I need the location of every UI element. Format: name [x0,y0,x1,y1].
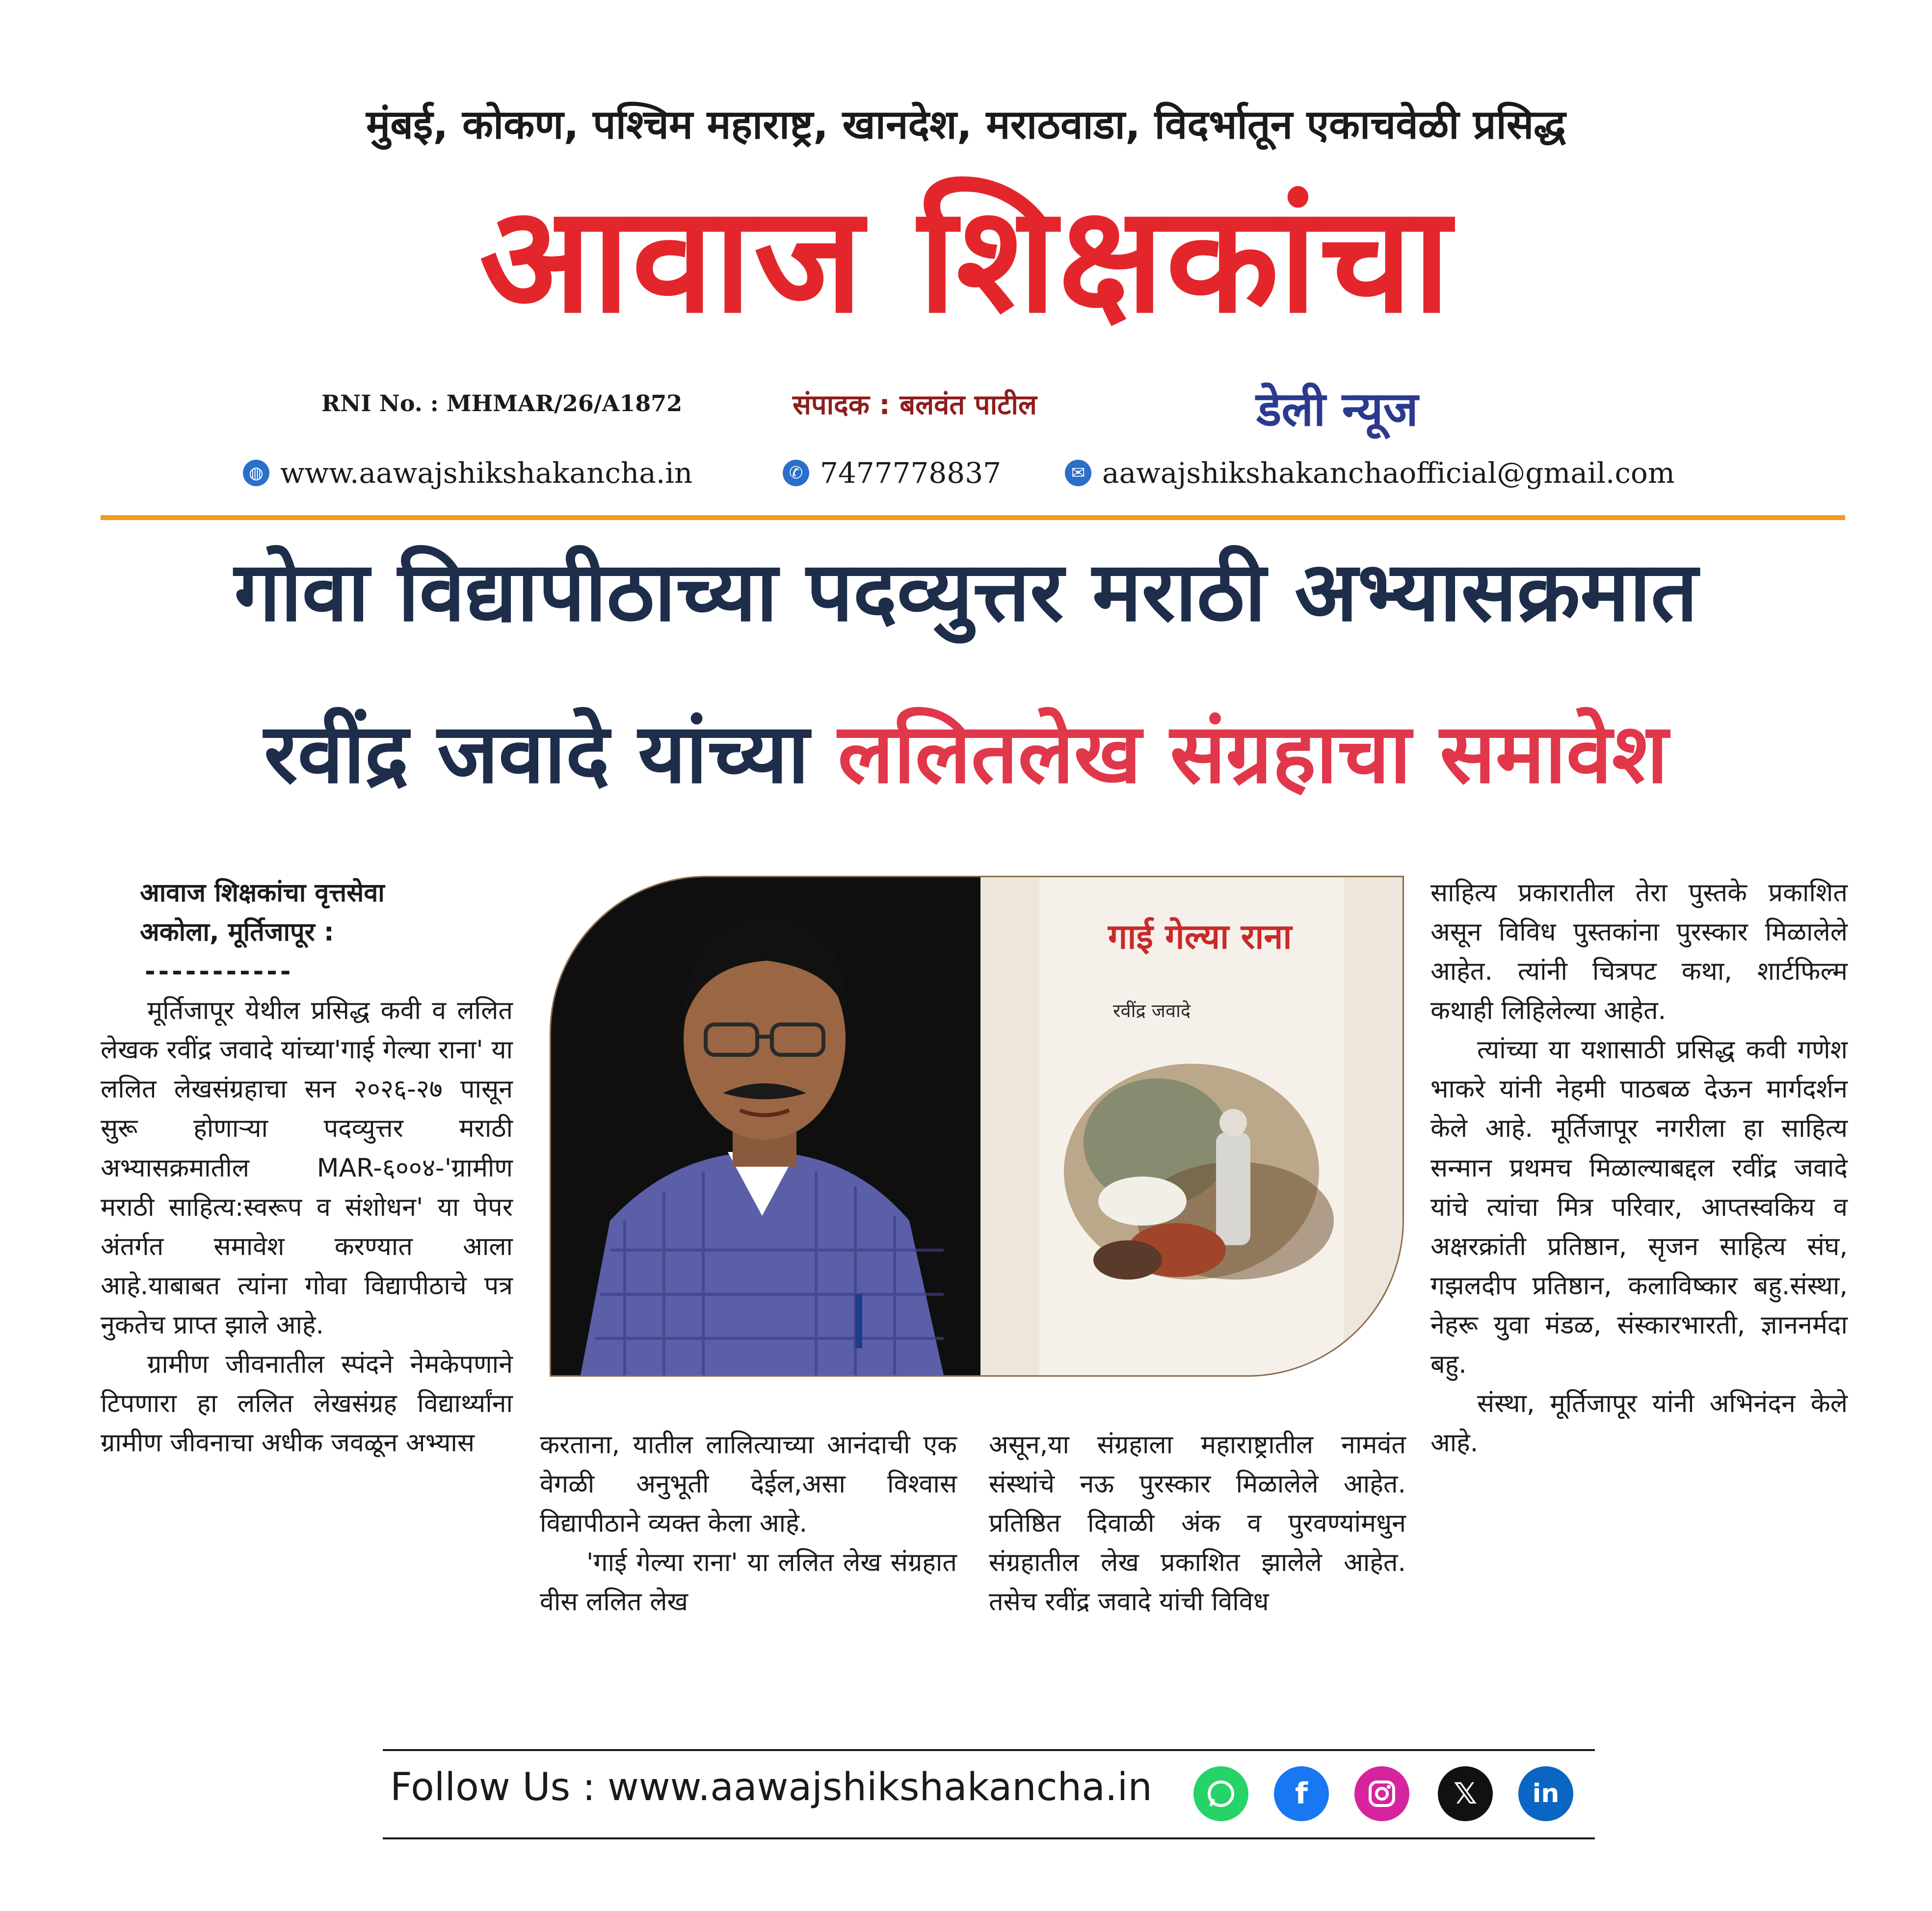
phone-icon: ✆ [783,460,809,486]
paragraph: 'गाई गेल्या राना' या ललित लेख संग्रहात वीस ललित लेख [540,1548,957,1617]
paragraph: करताना, यातील लालित्याच्या आनंदाची एक वेगळी अनुभूती देईल,असा विश्वास विद्यापीठाने व्यक्त केला आहे. [540,1430,957,1539]
whatsapp-icon[interactable] [1193,1766,1248,1821]
byline-agency: आवाज शिक्षकांचा वृत्तसेवा [140,878,385,908]
paragraph: त्यांच्या या यशासाठी प्रसिद्ध कवी गणेश भाकरे यांनी नेहमी पाठबळ देऊन मार्गदर्शन केले आहे. मूर्तिजापूर नगरीला हा साहित्य सन्मान प्रथमच मिळाल्याबद्दल रवींद्र जवादे यांचे त्यांचा मित्र परिवार, आप्तस्वकिय व अक्षरक्रांती प्रतिष्ठान, सृजन साहित्य संघ, गझलदीप प्रतिष्ठान, कलाविष्कार बहु.संस्था, नेहरू युवा मंडळ, संस्कारभारती, ज्ञाननर्मदा बहु. [1430,1035,1848,1379]
book-cover [980,877,1403,1375]
footer-divider-top [383,1749,1595,1751]
globe-icon: ◍ [243,460,269,486]
facebook-icon[interactable]: f [1274,1766,1329,1821]
email-contact[interactable] [1065,456,1675,490]
article-column-3 [989,1425,1406,1622]
book-title: गाई गेल्या राना [1108,916,1292,957]
paragraph: संस्था, मूर्तिजापूर यांनी अभिनंदन केले आहे. [1430,1389,1848,1458]
editor-credit: संपादक : बलवंत पाटील [793,389,1037,421]
byline-dashes: ----------- [145,957,294,987]
follow-us-text[interactable]: Follow Us : www.aawajshikshakancha.in [390,1765,1152,1809]
author-portrait [551,877,980,1375]
headline-line-2-accent: ललितलेख संग्रहाचा समावेश [838,706,1668,802]
phone-contact[interactable] [783,456,1001,490]
masthead-title: आवाज शिक्षकांचा [479,174,1453,345]
footer-divider-bottom [383,1837,1595,1839]
paragraph: मूर्तिजापूर येथील प्रसिद्ध कवी व ललित लेखक रवींद्र जवादे यांच्या'गाई गेल्या राना' या ललित लेखसंग्रहाचा सन २०२६-२७ पासून सुरू होणाऱ्या पदव्युत्तर मराठी अभ्यासक्रमातील MAR-६००४-'ग्रामीण मराठी साहित्य:स्वरूप व संशोधन' या पेपर अंतर्गत समावेश करण्यात आला आहे.याबाबत त्यांना गोवा विद्यापीठाचे पत्र नुकतेच प्राप्त झाले आहे. [101,996,513,1340]
article-column-4 [1430,873,1848,1463]
phone-text: 7477778837 [820,456,1002,490]
byline-location: अकोला, मूर्तिजापूर : [140,917,334,947]
headline-line-2-dark: रवींद्र जवादे यांच्या [264,706,809,802]
header-divider [101,515,1845,520]
article-column-1 [101,873,513,1463]
rni-number: RNI No. : MHMAR/26/A1872 [321,390,683,417]
book-author: रवींद्र जवादे [1113,1000,1191,1021]
paragraph: साहित्य प्रकारातील तेरा पुस्तके प्रकाशित असून विविध पुस्तकांना पुरस्कार मिळालेले आहेत. त्यांनी चित्रपट कथा, शार्टफिल्म कथाही लिहिलेल्या आहेत. [1430,878,1848,1026]
tagline: मुंबई, कोकण, पश्चिम महाराष्ट्र, खानदेश, मराठवाडा, विदर्भातून एकाचवेळी प्रसिद्ध [366,102,1566,148]
edition-label: डेली न्यूज [1256,382,1418,437]
headline-line-1: गोवा विद्यापीठाच्या पदव्युत्तर मराठी अभ्यासक्रमात [234,544,1698,640]
linkedin-icon[interactable]: in [1518,1766,1573,1821]
headline-line-2 [0,707,1932,801]
article-photo [550,876,1404,1377]
paragraph: असून,या संग्रहाला महाराष्ट्रातील नामवंत संस्थांचे नऊ पुरस्कार मिळालेले आहेत. प्रतिष्ठित दिवाळी अंक व पुरवण्यांमधुन संग्रहातील लेख प्रकाशित झालेले आहेत. तसेच रवींद्र जवादे यांची विविध [989,1430,1406,1617]
x-icon[interactable]: 𝕏 [1438,1766,1493,1821]
paragraph: ग्रामीण जीवनातील स्पंदने नेमकेपणाने टिपणारा हा ललित लेखसंग्रह विद्यार्थ्यांना ग्रामीण जीवनाचा अधीक जवळून अभ्यास [101,1349,513,1458]
website-contact[interactable] [243,456,692,490]
mail-icon: ✉ [1065,460,1091,486]
instagram-icon[interactable] [1354,1766,1409,1821]
email-text: aawajshikshakanchaofficial@gmail.com [1102,456,1675,490]
website-text: www.aawajshikshakancha.in [280,456,693,490]
article-column-2 [540,1425,957,1622]
